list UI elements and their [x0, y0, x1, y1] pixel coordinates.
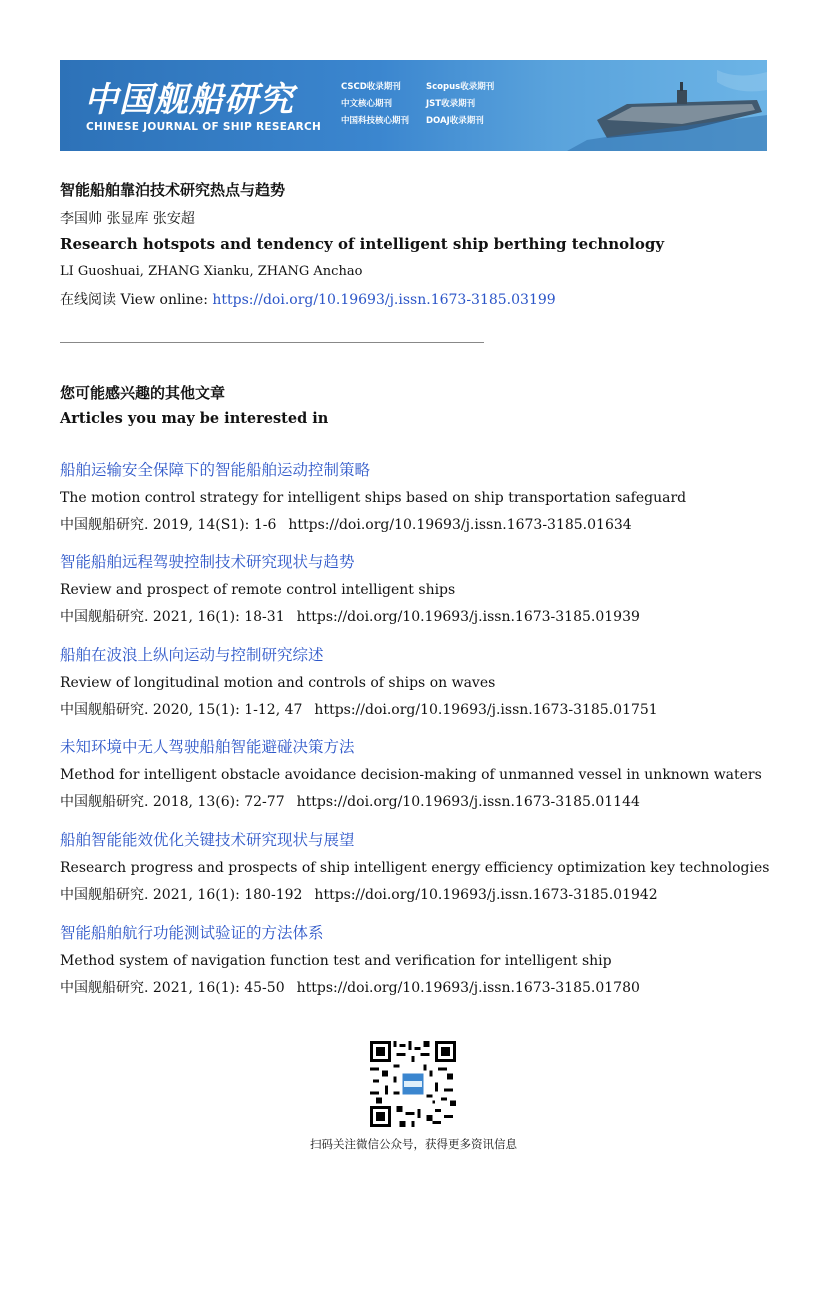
related-article-title-link[interactable]: 船舶智能能效优化关键技术研究现状与展望	[60, 831, 355, 849]
related-article	[60, 551, 760, 627]
index-list-left	[341, 79, 409, 130]
index-item: 中文核心期刊	[341, 99, 393, 109]
index-list-right	[426, 79, 494, 130]
related-article-title-en: Method for intelligent obstacle avoidance decision-making of unmanned vessel in unknown waters	[60, 767, 762, 783]
citation-text: 中国舰船研究. 2018, 13(6): 72-77	[60, 794, 285, 810]
citation-doi[interactable]: https://doi.org/10.19693/j.issn.1673-3185.01939	[296, 609, 640, 625]
view-online-line	[60, 289, 556, 309]
related-article	[60, 829, 770, 905]
citation-doi[interactable]: https://doi.org/10.19693/j.issn.1673-3185.01144	[296, 794, 640, 810]
qr-code	[370, 1041, 456, 1127]
citation-doi[interactable]: https://doi.org/10.19693/j.issn.1673-3185.01634	[288, 517, 632, 533]
paper-title-en: Research hotspots and tendency of intelligent ship berthing technology	[60, 235, 665, 253]
paper-title-cn: 智能船舶靠泊技术研究热点与趋势	[60, 181, 286, 199]
related-article-title-en: Review of longitudinal motion and controls of ships on waves	[60, 675, 496, 691]
citation-doi[interactable]: https://doi.org/10.19693/j.issn.1673-3185.01780	[296, 980, 640, 996]
index-item: Scopus收录期刊	[426, 82, 495, 92]
citation-doi[interactable]: https://doi.org/10.19693/j.issn.1673-3185.01942	[314, 887, 658, 903]
related-article-citation	[60, 885, 760, 905]
citation-text: 中国舰船研究. 2021, 16(1): 18-31	[60, 609, 285, 625]
index-item: CSCD收录期刊	[341, 82, 401, 92]
citation-text: 中国舰船研究. 2021, 16(1): 45-50	[60, 980, 285, 996]
related-article-citation	[60, 700, 760, 720]
related-article-title-en: Review and prospect of remote control intelligent ships	[60, 582, 456, 598]
index-item: JST收录期刊	[426, 99, 476, 109]
citation-doi[interactable]: https://doi.org/10.19693/j.issn.1673-3185.01751	[314, 702, 658, 718]
index-item: 中国科技核心期刊	[341, 116, 410, 126]
citation-text: 中国舰船研究. 2019, 14(S1): 1-6	[60, 517, 277, 533]
related-article-title-link[interactable]: 船舶在波浪上纵向运动与控制研究综述	[60, 646, 324, 664]
citation-text: 中国舰船研究. 2021, 16(1): 180-192	[60, 887, 303, 903]
related-article-title-en: Research progress and prospects of ship intelligent energy efficiency optimization key technologies	[60, 860, 770, 876]
related-article	[60, 922, 760, 998]
paper-authors-cn: 李国帅 张显库 张安超	[60, 211, 195, 227]
citation-text: 中国舰船研究. 2020, 15(1): 1-12, 47	[60, 702, 303, 718]
related-article-title-link[interactable]: 智能船舶远程驾驶控制技术研究现状与趋势	[60, 553, 355, 571]
journal-banner	[60, 60, 767, 151]
related-article-citation	[60, 978, 760, 998]
related-article	[60, 736, 760, 812]
journal-title-cn: 中国舰船研究	[84, 80, 294, 120]
related-article	[60, 459, 760, 535]
section-divider	[60, 342, 484, 343]
journal-title-en: CHINESE JOURNAL OF SHIP RESEARCH	[86, 121, 322, 133]
related-article	[60, 644, 760, 720]
paper-authors-en: LI Guoshuai, ZHANG Xianku, ZHANG Anchao	[60, 264, 363, 279]
qr-caption: 扫码关注微信公众号，获得更多资讯信息	[310, 1137, 517, 1151]
related-heading-en: Articles you may be interested in	[60, 410, 329, 427]
related-article-title-en: Method system of navigation function test and verification for intelligent ship	[60, 953, 612, 969]
index-item: DOAJ收录期刊	[426, 116, 484, 126]
view-online-label: 在线阅读 View online:	[60, 292, 213, 308]
aircraft-carrier-illustration	[567, 60, 767, 151]
related-article-title-link[interactable]: 智能船舶航行功能测试验证的方法体系	[60, 924, 324, 942]
related-heading-cn: 您可能感兴趣的其他文章	[60, 384, 226, 402]
related-article-title-link[interactable]: 未知环境中无人驾驶船舶智能避碰决策方法	[60, 738, 355, 756]
related-article-citation	[60, 515, 760, 535]
related-article-title-en: The motion control strategy for intelligent ships based on ship transportation safeguard	[60, 490, 687, 506]
related-article-citation	[60, 607, 760, 627]
paper-doi-link[interactable]: https://doi.org/10.19693/j.issn.1673-3185.03199	[212, 292, 556, 308]
related-article-citation	[60, 792, 760, 812]
related-article-title-link[interactable]: 船舶运输安全保障下的智能船舶运动控制策略	[60, 461, 371, 479]
